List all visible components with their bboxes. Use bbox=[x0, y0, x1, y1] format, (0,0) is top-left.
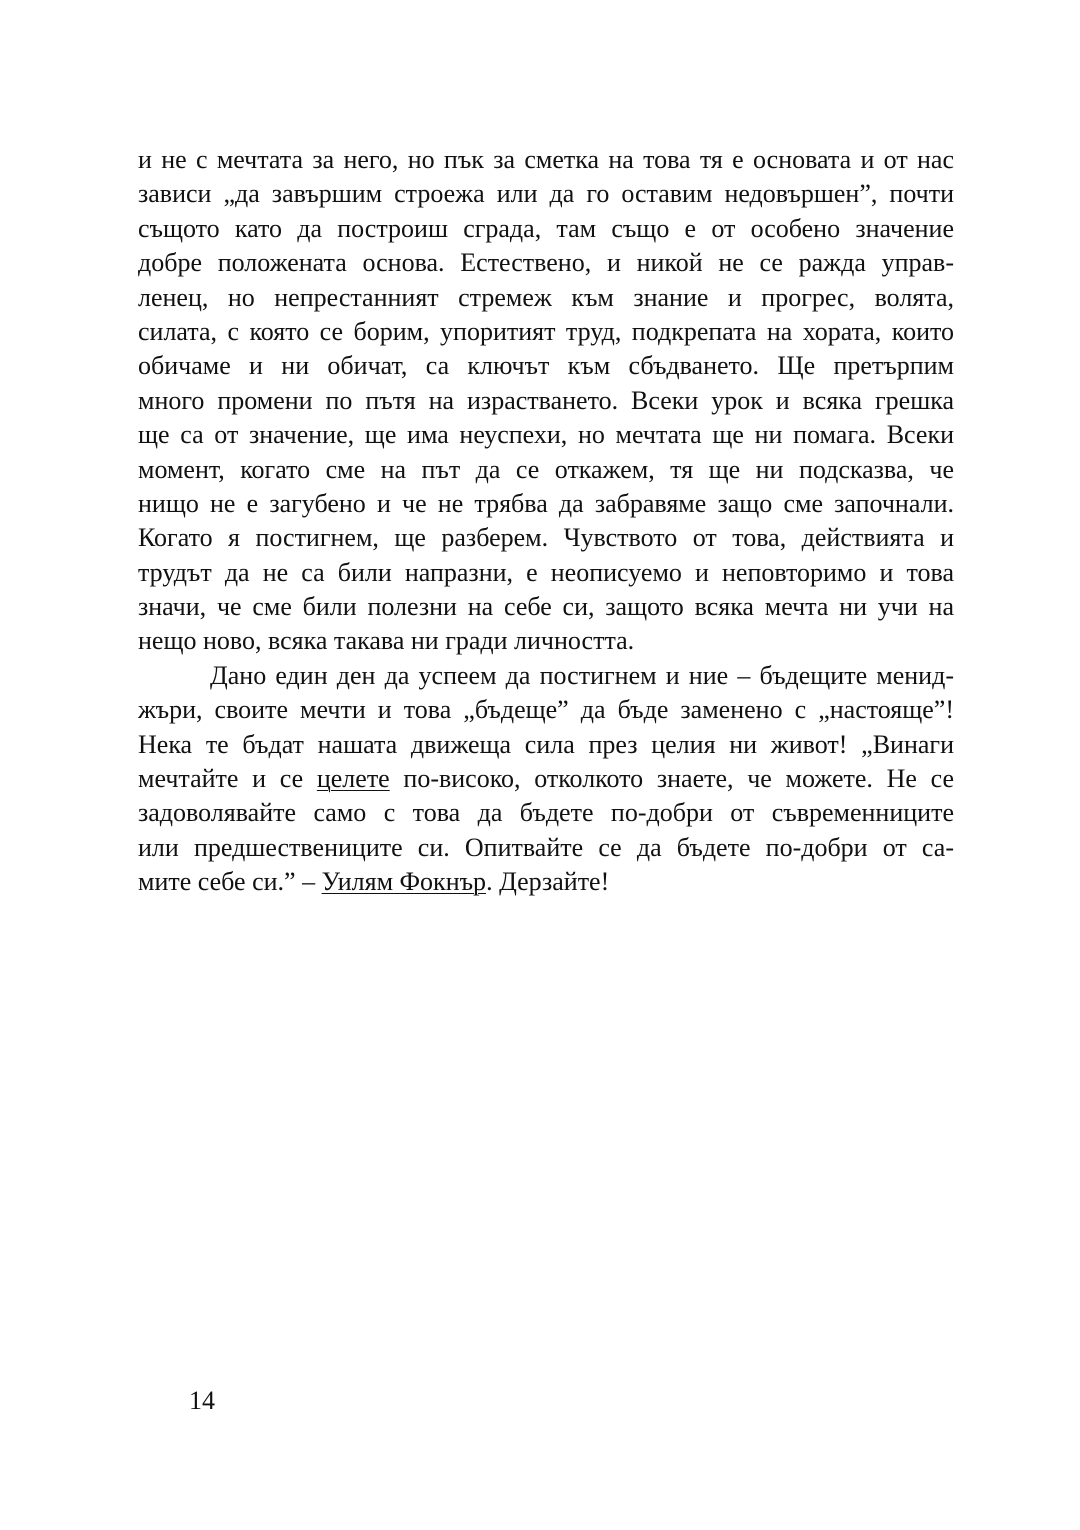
text-segment: по-високо, отколкото знаете, че можете. Не се bbox=[389, 764, 954, 794]
text-line: ще са от значение, ще има неуспехи, но мечтата ще ни помага. Всеки bbox=[138, 420, 954, 450]
text-line: Дано един ден да успеем да постигнем и ние – бъдещите менид- bbox=[210, 660, 954, 690]
text-line bbox=[138, 762, 954, 796]
text-line: Нека те бъдат нашата движеща сила през целия ни живот! „Винаги bbox=[138, 729, 954, 759]
text-segment: мите себе си.” – bbox=[138, 867, 322, 897]
paragraph-2 bbox=[138, 659, 954, 900]
text-line: добре положената основа. Естествено, и никой не се ражда управ- bbox=[138, 248, 954, 278]
text-line: силата, с която се борим, упоритият труд, подкрепата на хората, които bbox=[138, 316, 954, 346]
text-line: същото като да построиш сграда, там също е от особено значение bbox=[138, 213, 954, 243]
text-segment: мечтайте и се bbox=[138, 764, 317, 794]
text-line: ленец, но непрестанният стремеж към знание и прогрес, волята, bbox=[138, 282, 954, 312]
text-line: трудът да не са били напразни, е неописуемо и неповторимо и това bbox=[138, 557, 954, 587]
text-line: нещо ново, всяка такава ни гради личността. bbox=[138, 626, 635, 656]
text-line: значи, че сме били полезни на себе си, защото всяка мечта ни учи на bbox=[138, 592, 954, 622]
paragraph-1 bbox=[138, 143, 954, 659]
page-number: 14 bbox=[189, 1386, 215, 1415]
text-line: нищо не е загубено и че не трябва да забравяме защо сме започнали. bbox=[138, 488, 954, 518]
text-line: момент, когато сме на път да се откажем, тя ще ни подсказва, че bbox=[138, 454, 954, 484]
text-line: или предшествениците си. Опитвайте се да бъдете по-добри от са- bbox=[138, 832, 954, 862]
text-line: задоволявайте само с това да бъдете по-добри от съвременниците bbox=[138, 798, 954, 828]
text-segment: . Дерзайте! bbox=[486, 867, 610, 897]
text-line bbox=[138, 865, 954, 899]
text-line: Когато я постигнем, ще разберем. Чувството от това, действията и bbox=[138, 523, 954, 553]
body-text bbox=[138, 143, 954, 900]
text-line: зависи „да завършим строежа или да го оставим недовършен”, почти bbox=[138, 179, 954, 209]
text-line: и не с мечтата за него, но пък за сметка на това тя е основата и от нас bbox=[138, 145, 954, 174]
underlined-word-link[interactable]: целете bbox=[316, 764, 390, 794]
text-line: обичаме и ни обичат, са ключът към сбъдването. Ще претърпим bbox=[138, 351, 954, 381]
text-line: жъри, своите мечти и това „бъдеще” да бъде заменено с „настояще”! bbox=[138, 695, 954, 725]
text-line: много промени по пътя на израстването. Всеки урок и всяка грешка bbox=[138, 385, 954, 415]
author-link[interactable]: Уилям Фокнър bbox=[321, 867, 487, 897]
